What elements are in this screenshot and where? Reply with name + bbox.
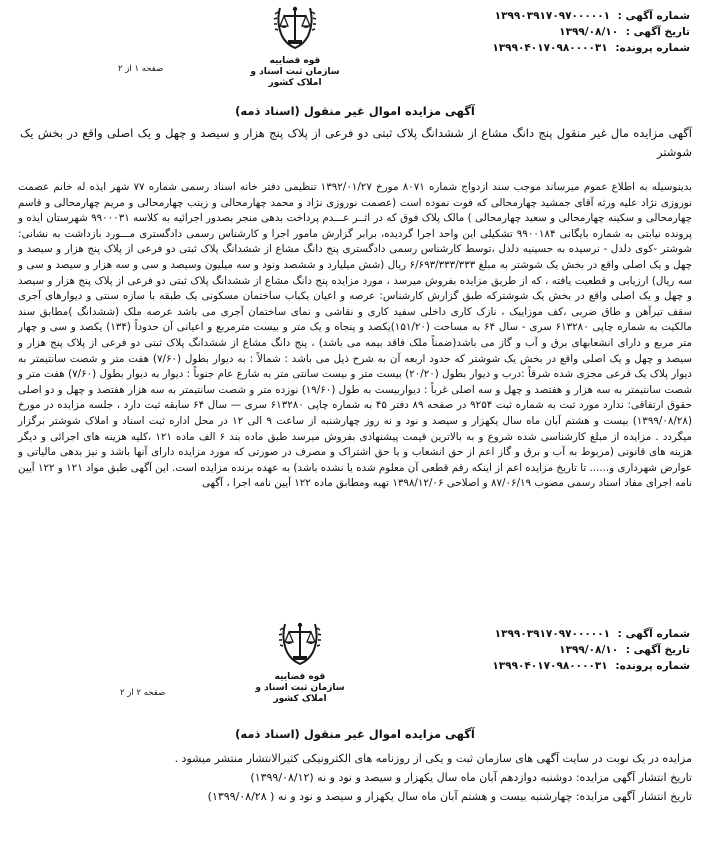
emblem-caption-judiciary: قوه قضاییه: [274, 672, 326, 682]
notice-body-1: بدینوسیله به اطلاع عموم میرساند موجب سند ازدواج شماره ۸۰۷۱ مورخ ۱۳۹۲/۰۱/۲۷ تنظیمی دفتر خانه اسناد رسمی شماره ۷۷ شهر ایذه له خانم عصمت نوروزی نژاد علیه ورثه آقای جمشید چهارمحالی که فوت نموده است (عصمت نوروزی نژاد و محمد چهارمحالی و زینب چهارمحالی و مریم چهارمحالی و قاسم چهارمحالی و سکینه چهارمحالی و سعید چهارمحالی ) مالک پلاک فوق که در اثــر عـــدم پرداخت بدهی منجر بصدور اجرائیه به کلاسه ۹۹۰۰۰۳۱ شهرستان ایذه و پرونده نیابتی به شماره بایگانی ۹۹۰۰۱۸۴ تشکیلی این واحد اجرا گردیده، برابر گزارش مامور اجرا و کارشناس رسمی دادگستری مـــورد بازداشت به نشانی: شوشتر -کوی دلدل - نرسیده به حسینیه دلدل ،توسط کارشناس رسمی دادگستری پنج دانگ مشاع از ششدانگ پلاک ثبتی دو فرعی از پلاک پنج هزار و سیصد و چهل و یک اصلی واقع در بخش یک شوشتر به مبلغ ۶/۶۹۳/۳۳۳/۳۳۳ ریال (شش میلیارد و ششصد ونود و سه میلیون وسیصد و سی و سه هزار و سیصد و سی و سه ریال) ارزیابی و قطعیت یافته ، که از طریق مزایده بفروش میرسد ، مورد مزایده پنج دانگ مشاع از ششدانگ پلاک ثبتی دو فرعی از پلاک پنج هزار و سیصد و چهل و یک اصلی واقع در بخش یک شوشترکه طبق گزارش کارشناس: عرصه و اعیان یکباب ساختمان مسکونی یک طبقه با سازه سنتی و دیوارهای آجری سقف تیرآهن و طاق ضربی ،کف موزاییک ، نازک کاری داخلی سفید کاری و نقاشی و نمای ساختمان آجری می باشد عرصه ملک (ششدانگ )مطابق سند مالکیت به شماره چاپی ۶۱۳۲۸۰ سری - سال ۶۴ به مساحت (۱۵۱/۲۰)یکصد و پنجاه و یک متر و بیست مترمربع و اعیانی آن حدوداً (۱۳۴) یکصد و سی و چهار متر مربع و دارای انشعابهای برق و آب و گاز می باشد(ضمناً ملک فاقد بیمه می باشد) ، پنج دانگ مشاع از ششدانگ پلاک ثبتی دو فرعی از پلاک پنج هزار و سیصد و چهل و یک اصلی واقع در بخش یک شوشتر که حدود اربعه آن به شرح ذیل می باشد : شمالاً : به دیوار بطول (۷/۶۰) هفت متر و شصت سانتیمتر به دیوار پلاک یک فرعی مجزی شده شرقاً :درب و دیوار بطول (۲۰/۲۰) بیست متر و بیست سانتی متر به شارع عام جنوباً : دیوار به دیوار بطول (۷/۶۰) هفت متر و شصت سانتیمتر به سه هزار و هفتصد و چهل و سه اصلی غرباً : دیواربیست به طول (۱۹/۶۰) نوزده متر و شصت سانتیمتر به سه هزار هفتصد و چهل و دو اصلی حقوق ارتفاقی: ندارد مورد ثبت به شماره ثبت ۹۲۵۴ در صفحه ۸۹ دفتر ۴۵ به شماره چاپی ۶۱۳۲۸۰ سری — سال ۶۴ سابقه ثبت دارد ، جلسه مزایده در مورخ (۱۳۹۹/۰۸/۲۸) بیست و هشتم آبان ماه سال یکهزار و سیصد و نود و نه روز چهارشنبه از ساعت ۹ الی ۱۲ در محل اداره ثبت اسناد و املاک شوشتر برگزار میگردد . مزایده از مبلغ کارشناسی شده شروع و به بالاترین قیمت پیشنهادی بفروش میرسد طبق ماده بند ۶ الف ماده ۱۲۱ ،کلیه هزینه های اجرائی و دیگر هزینه های قانونی (مربوط به آب و برق و گاز اعم از حق انشعاب و یا حق اشتراک و مصرف در صورتی که مورد مزایده دارای آنها باشد و نیز بدهی مالیاتی و عوارض شهرداری و...... تا تاریخ مزایده اعم از اینکه رقم قطعی آن معلوم شده یا نشده باشد) به عهده برنده مزایده است. این آگهی طبق مواد ۱۲۱ و ۱۲۲ آیین نامه اجرای مفاد اسناد رسمی مصوب ۸۷/۰۶/۱۹ و اصلاحی ۱۳۹۸/۱۲/۰۶ تهیه ومطابق ماده ۱۲۲ آیین نامه اجرا ، آگهی: [18, 181, 693, 490]
notice-subtitle-1: آگهی مزایده مال غیر منقول پنج دانگ مشاع از ششدانگ پلاک ثبتی دو فرعی از پلاک پنج هزار و سیصد و چهل و یک اصلی واقع در بخش یک شوشتر: [20, 126, 692, 159]
notice-date-label: تاریخ آگهی :: [625, 26, 690, 38]
notice-number: ۱۳۹۹۰۳۹۱۷۰۹۷۰۰۰۰۰۱: [494, 628, 611, 640]
publication-line: مزایده در یک نوبت در سایت آگهی های سازمان ثبت و یکی از روزنامه های الکترونیکی کثیرالانتشار منتشر میشود .: [174, 752, 692, 765]
scales-emblem-icon: [272, 2, 318, 54]
scales-emblem-icon: [277, 618, 323, 670]
notice-date-row: [492, 24, 690, 40]
notice-title-2: آگهی مزایده اموال غیر منقول (اسناد ذمه): [235, 727, 475, 741]
notice-number: ۱۳۹۹۰۳۹۱۷۰۹۷۰۰۰۰۰۱: [494, 10, 611, 22]
notice-date-row: [492, 642, 690, 658]
file-number-label: شماره پرونده:: [615, 42, 690, 54]
page-number-1: صفحه ۱ از ۲: [118, 64, 164, 74]
file-number-row: [492, 658, 690, 674]
file-number-row: [492, 40, 690, 56]
notice-date: ۱۳۹۹/۰۸/۱۰: [559, 26, 619, 38]
judiciary-emblem-1: [245, 2, 345, 89]
notice-number-row: [492, 8, 690, 24]
publication-date-second: تاریخ انتشار آگهی مزایده: چهارشنبه بیست و هشتم آبان ماه سال یکهزار و سیصد و نود و نه ( ۱۳۹۹/۰۸/۲۸): [207, 790, 692, 803]
publication-date-first: تاریخ انتشار آگهی مزایده: دوشنبه دوازدهم آبان ماه سال یکهزار و سیصد و نود و نه (۱۳۹۹/۰۸/۱۲): [250, 771, 692, 784]
file-number-label: شماره پرونده:: [615, 660, 690, 672]
notice-number-label: شماره آگهی :: [617, 628, 690, 640]
page-number-2: صفحه ۲ از ۲: [120, 688, 166, 698]
notice-title-1: آگهی مزایده اموال غیر منقول (اسناد ذمه): [235, 104, 475, 118]
notice-meta-1: [492, 8, 690, 56]
emblem-caption-organization: سازمان ثبت اسناد و املاک کشور: [250, 67, 340, 88]
notice-meta-2: [492, 626, 690, 674]
notice-number-label: شماره آگهی :: [617, 10, 690, 22]
notice-date-label: تاریخ آگهی :: [625, 644, 690, 656]
file-number: ۱۳۹۹۰۴۰۱۷۰۹۸۰۰۰۰۳۱: [492, 660, 608, 672]
file-number: ۱۳۹۹۰۴۰۱۷۰۹۸۰۰۰۰۳۱: [492, 42, 608, 54]
notice-number-row: [492, 626, 690, 642]
notice-date: ۱۳۹۹/۰۸/۱۰: [559, 644, 619, 656]
emblem-caption-judiciary: قوه قضاییه: [269, 56, 321, 66]
emblem-caption-organization: سازمان ثبت اسناد و املاک کشور: [255, 683, 345, 704]
publication-info: [18, 749, 692, 806]
judiciary-emblem-2: [250, 618, 350, 705]
